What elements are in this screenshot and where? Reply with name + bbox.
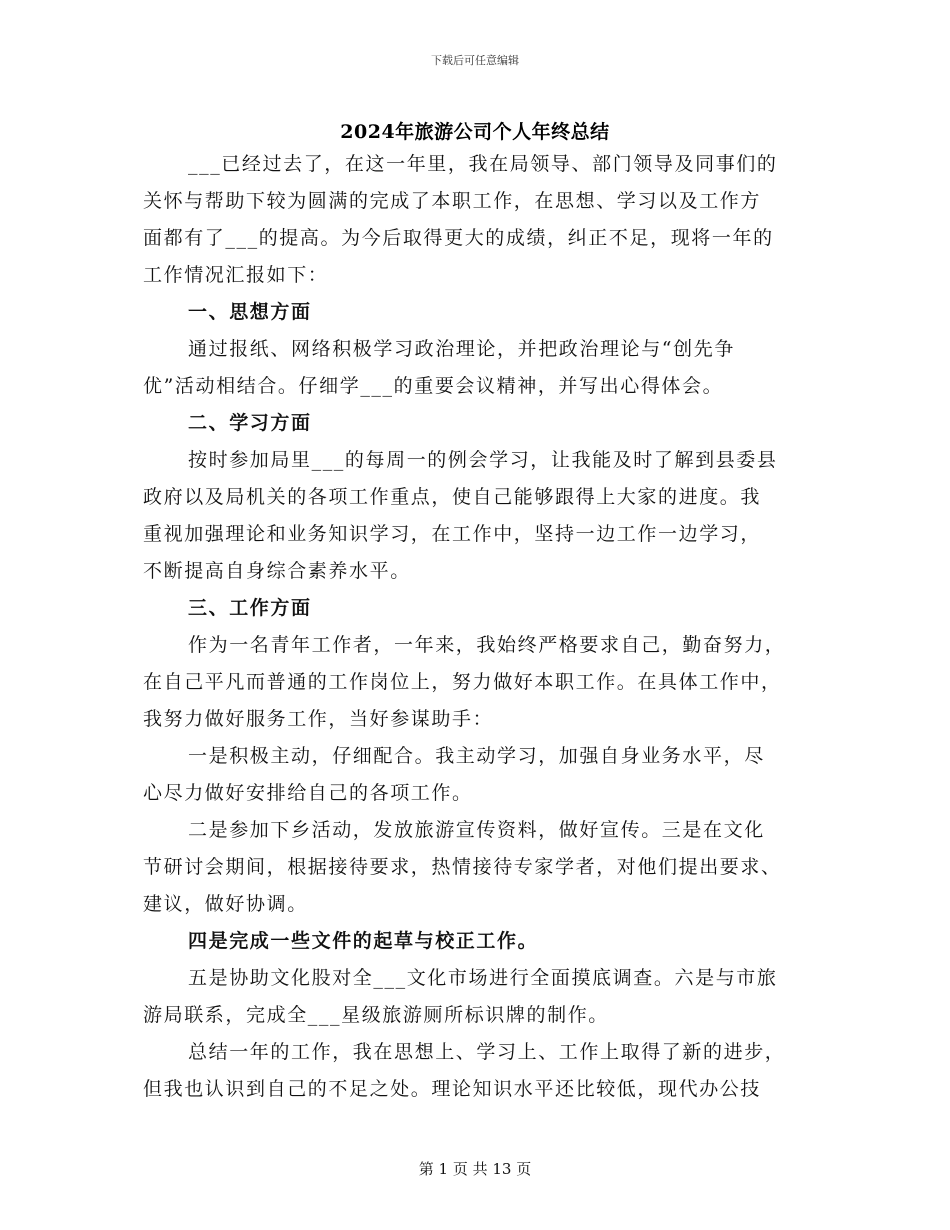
body-text-line: 工作情况汇报如下： xyxy=(143,264,329,286)
body-text-line: 节研讨会期间，根据接待要求，热情接待专家学者，对他们提出要求、 xyxy=(143,856,782,878)
body-text-line: 游局联系，完成全___星级旅游厕所标识牌的制作。 xyxy=(143,1004,609,1026)
section-heading: 四是完成一些文件的起草与校正工作。 xyxy=(188,930,539,952)
section-heading: 一、思想方面 xyxy=(188,301,312,323)
body-text-line: 我努力做好服务工作，当好参谋助手： xyxy=(143,708,494,730)
body-text-line: 心尽力做好安排给自己的各项工作。 xyxy=(143,782,473,804)
section-heading: 二、学习方面 xyxy=(188,412,312,434)
page-header-note: 下载后可任意编辑 xyxy=(431,54,519,67)
document-title: 2024年旅游公司个人年终总结 xyxy=(340,121,610,143)
body-text-line: 五是协助文化股对全___文化市场进行全面摸底调查。六是与市旅 xyxy=(188,967,778,989)
body-text-line: ___已经过去了，在这一年里，我在局领导、部门领导及同事们的 xyxy=(188,153,778,175)
document-body xyxy=(143,146,811,1108)
body-text-line: 但我也认识到自己的不足之处。理论知识水平还比较低，现代办公技 xyxy=(143,1078,762,1100)
body-text-line: 关怀与帮助下较为圆满的完成了本职工作，在思想、学习以及工作方 xyxy=(143,190,762,212)
body-text-line: 一是积极主动，仔细配合。我主动学习，加强自身业务水平，尽 xyxy=(188,745,765,767)
body-text-line: 不断提高自身综合素养水平。 xyxy=(143,560,411,582)
body-text-line: 在自己平凡而普通的工作岗位上，努力做好本职工作。在具体工作中， xyxy=(143,671,782,693)
body-text-line: 二是参加下乡活动，发放旅游宣传资料，做好宣传。三是在文化 xyxy=(188,819,765,841)
section-heading: 三、工作方面 xyxy=(188,597,312,619)
body-text-line: 优”活动相结合。仔细学___的重要会议精神，并写出心得体会。 xyxy=(143,375,724,397)
body-text-line: 重视加强理论和业务知识学习，在工作中，坚持一边工作一边学习， xyxy=(143,523,762,545)
body-text-line: 作为一名青年工作者，一年来，我始终严格要求自己，勤奋努力， xyxy=(188,634,786,656)
body-text-line: 政府以及局机关的各项工作重点，使自己能够跟得上大家的进度。我 xyxy=(143,486,762,508)
page-footer: 第 1 页 共 13 页 xyxy=(418,1160,532,1178)
body-text-line: 通过报纸、网络积极学习政治理论，并把政治理论与“创先争 xyxy=(188,338,735,360)
body-text-line: 按时参加局里___的每周一的例会学习，让我能及时了解到县委县 xyxy=(188,449,778,471)
body-text-line: 建议，做好协调。 xyxy=(143,893,308,915)
body-text-line: 面都有了___的提高。为今后取得更大的成绩，纠正不足，现将一年的 xyxy=(143,227,774,249)
body-text-line: 总结一年的工作，我在思想上、学习上、工作上取得了新的进步， xyxy=(188,1041,786,1063)
